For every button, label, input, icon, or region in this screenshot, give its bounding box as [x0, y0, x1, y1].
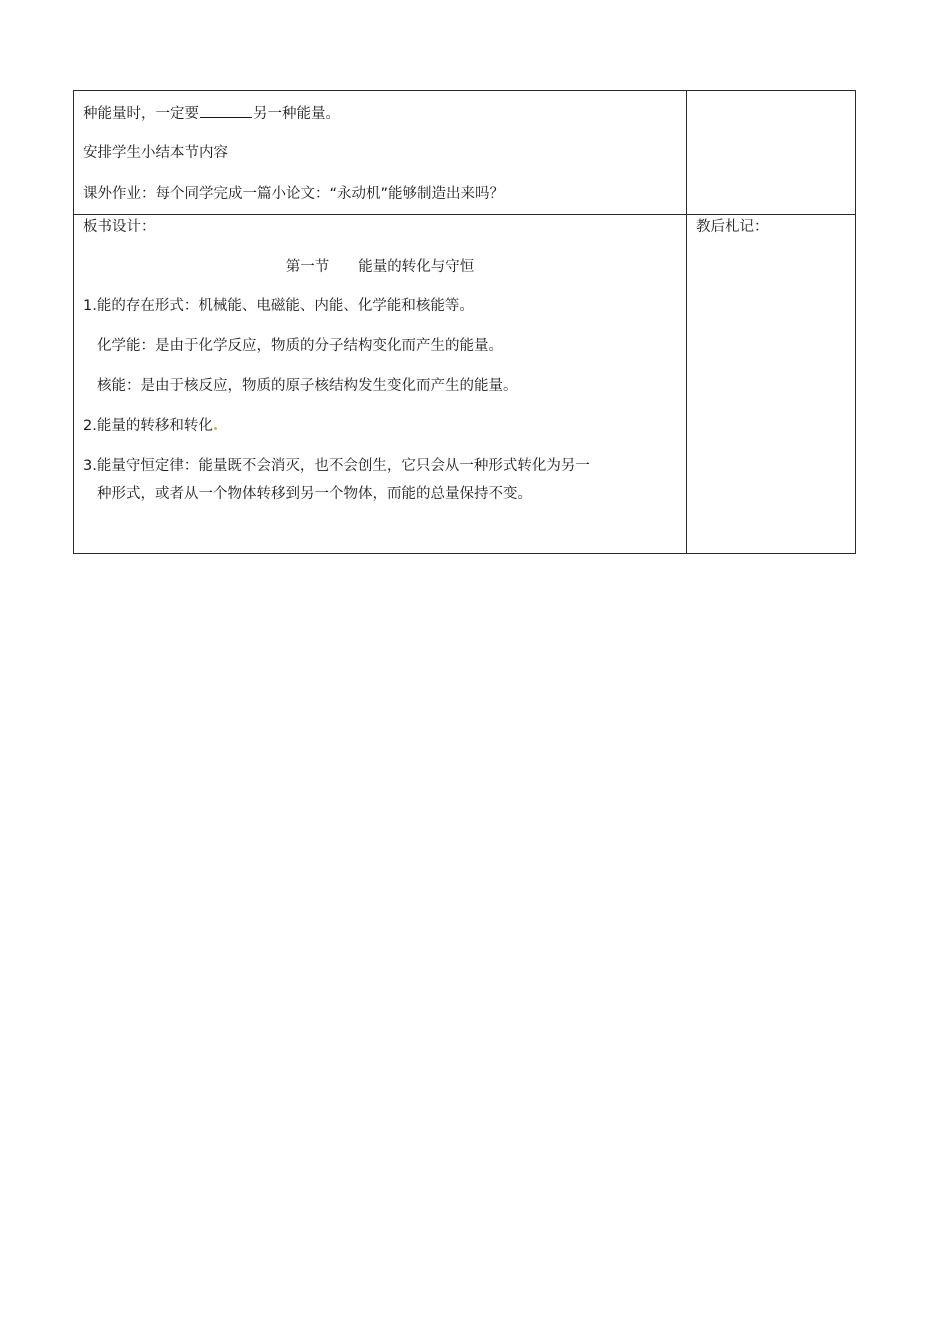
edit-mark-icon [214, 427, 217, 430]
list-item [83, 416, 217, 436]
teaching-notes-label: 教后札记： [696, 219, 769, 235]
list-item: 3.能量守恒定律：能量既不会消灭，也不会创生，它只会从一种形式转化为另一 [83, 458, 590, 474]
board-design-heading: 板书设计： [83, 219, 156, 235]
list-item: 1.能的存在形式：机械能、电磁能、内能、化学能和核能等。 [83, 298, 474, 314]
board-design-cell [74, 215, 687, 554]
table-row [74, 215, 856, 554]
list-item-continuation: 种形式，或者从一个物体转移到另一个物体，而能的总量保持不变。 [97, 486, 532, 502]
teaching-notes-cell [687, 215, 856, 554]
section-title: 第一节 能量的转化与守恒 [285, 259, 475, 275]
sentence-after-blank: 另一种能量。 [253, 106, 340, 122]
sentence-before-blank: 种能量时，一定要 [83, 106, 199, 122]
lesson-plan-table [73, 90, 856, 554]
homework-assignment: 课外作业：每个同学完成一篇小论文：“永动机”能够制造出来吗？ [83, 186, 505, 202]
fill-blank-sentence [83, 103, 340, 124]
summary-instruction: 安排学生小结本节内容 [83, 145, 228, 161]
list-item-text: 2.能量的转移和转化 [83, 418, 213, 434]
list-subitem: 化学能：是由于化学反应，物质的分子结构变化而产生的能量。 [97, 338, 503, 354]
side-notes-cell-empty [687, 91, 856, 215]
table-row [74, 91, 856, 215]
activity-cell [74, 91, 687, 215]
list-subitem: 核能：是由于核反应，物质的原子核结构发生变化而产生的能量。 [97, 378, 518, 394]
answer-blank [200, 103, 252, 118]
